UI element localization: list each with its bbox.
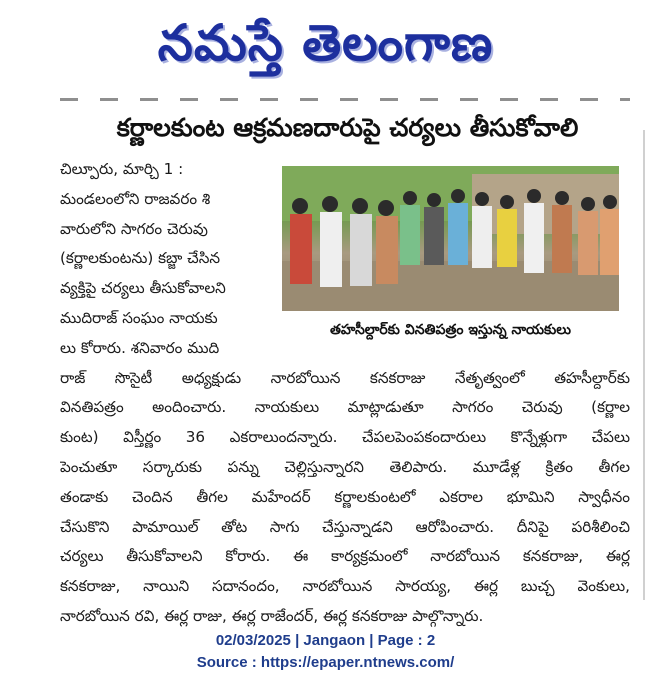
- masthead-logo: నమస్తే తెలంగాణ: [157, 13, 494, 72]
- article-line: రాజ్ సొసైటీ అధ్యక్షుడు నారబోయిన కనకరాజు నేతృత్వంలో తహసీల్దార్‌కు: [60, 368, 630, 387]
- headline: కర్ణాలకుంట ఆక్రమణదారుపై చర్యలు తీసుకోవాలి: [116, 113, 579, 142]
- article-line: వారులోని సాగరం చెరువు: [60, 219, 208, 238]
- article-line: చిల్పూరు, మార్చి 1 :: [60, 160, 184, 178]
- photo-caption: తహసీల్దార్‌కు వినతిపత్రం ఇస్తున్న నాయకులు: [330, 322, 571, 338]
- article-line: తండాకు చెందిన తీగల మహేందర్ కర్ణాలకుంటలో ఎకరాల భూమిని స్వాధీనం: [60, 487, 630, 506]
- article-line: చేసుకొని పామాయిల్ తోట సాగు చేస్తున్నాడని ఆరోపించారు. దీనిపై పరిశీలించి: [60, 517, 630, 536]
- article-line: పెంచుతూ సర్కారుకు పన్ను చెల్లిస్తున్నారని తెలిపారు. మూడేళ్ల క్రితం తీగల: [60, 457, 630, 476]
- clipping-footer: [0, 630, 651, 674]
- clipping-edge: [643, 130, 645, 600]
- article-line: ముదిరాజ్ సంఘం నాయకు: [60, 308, 218, 327]
- article-line: చర్యలు తీసుకోవాలని కోరారు. ఈ కార్యక్రమంలో నారబోయిన కనకరాజు, ఈర్ల: [60, 547, 630, 566]
- article-line: కనకరాజు, నాయిని సదానందం, నారబోయిన సారయ్య, ఈర్ల బుచ్చ వెంకులు,: [60, 577, 630, 596]
- article-line: కుంట) విస్తీర్ణం 36 ఎకరాలుందన్నారు. చేపలపెంపకందారులు కొన్నేళ్లుగా చేపలు: [60, 428, 630, 447]
- article-line: వ్యక్తిపై చర్యలు తీసుకోవాలని: [60, 279, 226, 298]
- dateline: 02/03/2025 | Jangaon | Page : 2: [215, 632, 436, 649]
- article-line: వినతిపత్రం అందించారు. నాయకులు మాట్లాడుతూ సాగరం చెరువు (కర్ణాల: [60, 398, 630, 417]
- article-line: (కర్ణాలకుంటను) కబ్జా చేసిన: [60, 249, 221, 268]
- article-line: లు కోరారు. శనివారం ముది: [60, 338, 220, 357]
- source-link[interactable]: Source : https://epaper.ntnews.com/: [196, 654, 455, 671]
- masthead-divider: [60, 98, 630, 101]
- article-line: నారబోయిన రవి, ఈర్ల రాజు, ఈర్ల రాజేందర్, ఈర్ల కనకరాజు పాల్గొన్నారు.: [60, 606, 484, 625]
- article-body: [60, 155, 630, 632]
- article-line: మండలంలోని రాజవరం శి: [60, 189, 211, 208]
